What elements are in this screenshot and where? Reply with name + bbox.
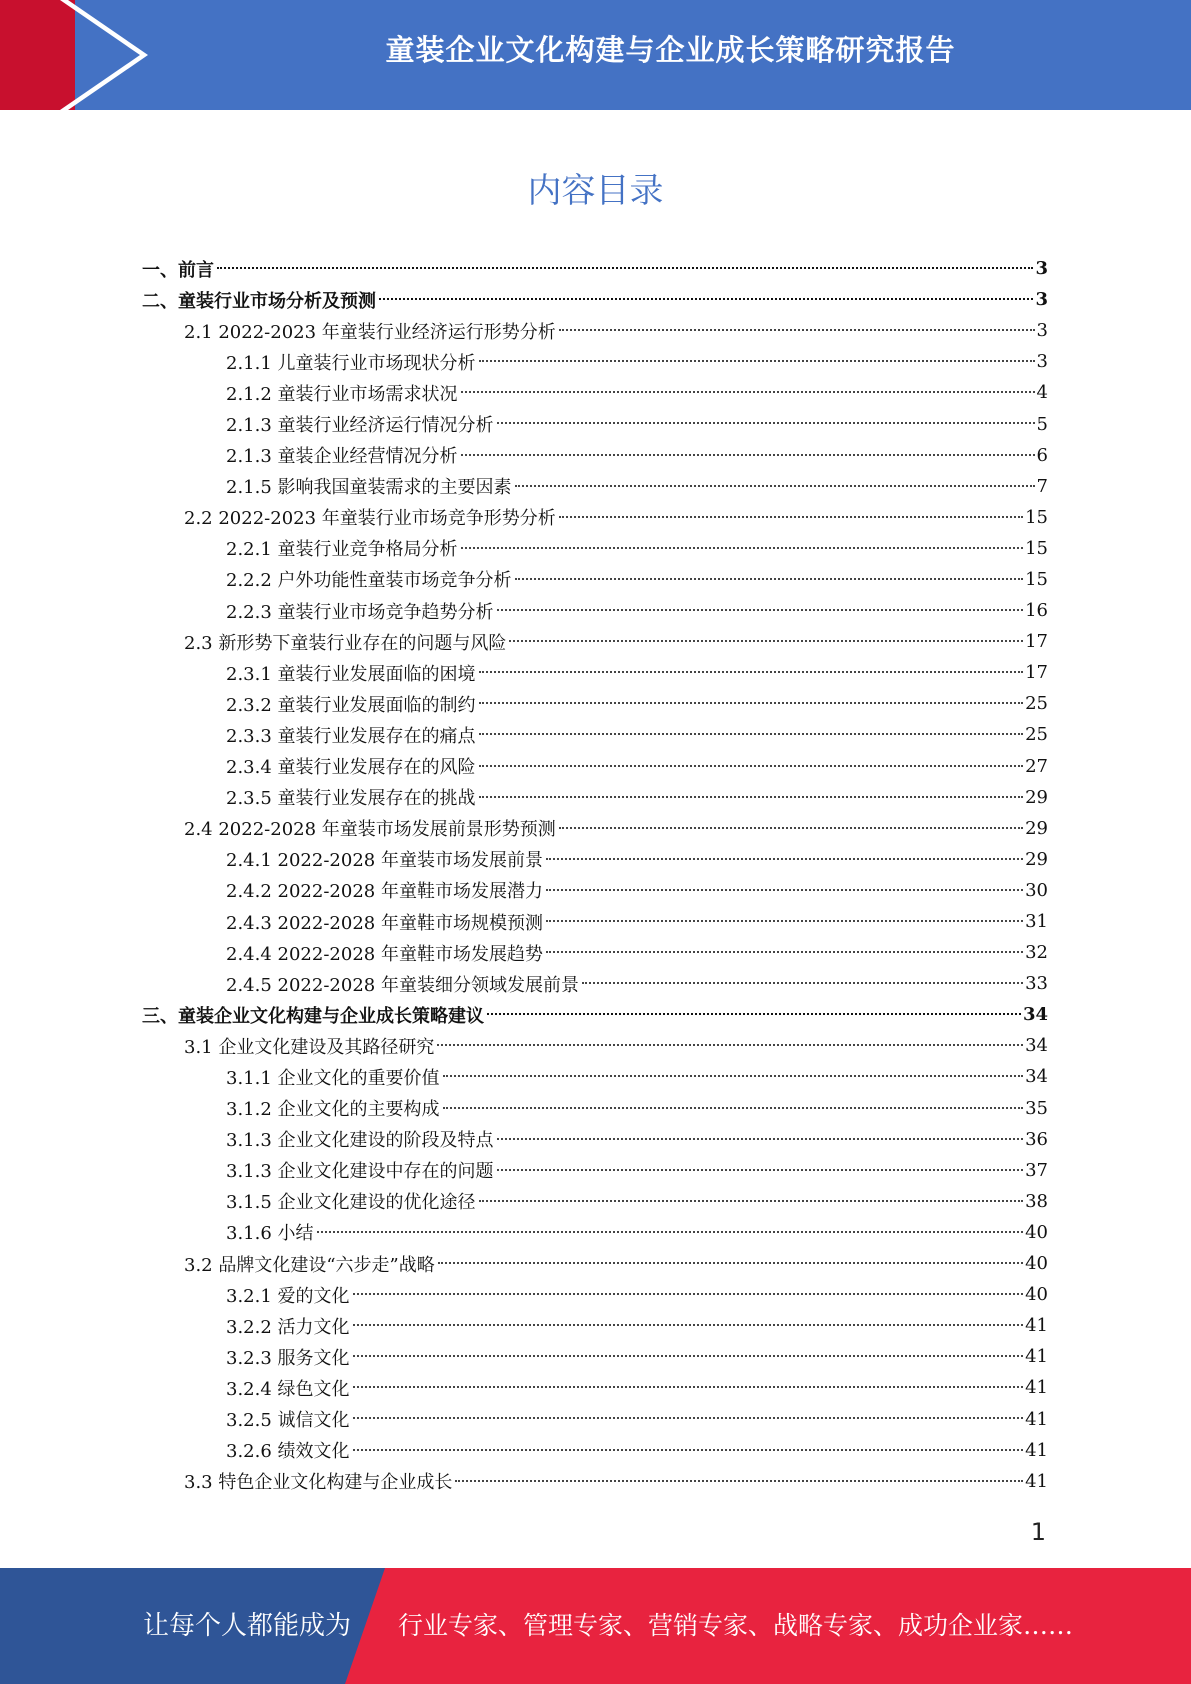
toc-dot-leader <box>497 408 1035 424</box>
page-header <box>0 0 1191 110</box>
toc-dot-leader <box>546 937 1023 953</box>
toc-entry[interactable] <box>142 1341 1048 1372</box>
toc-entry-label: 3.1.6 小结 <box>226 1219 316 1245</box>
toc-entry[interactable] <box>142 284 1048 315</box>
table-of-contents <box>142 253 1048 1497</box>
toc-entry-label: 2.1.2 童装行业市场需求状况 <box>226 380 460 406</box>
toc-entry[interactable] <box>142 377 1048 408</box>
toc-entry-label: 3.2.3 服务文化 <box>226 1344 352 1370</box>
toc-dot-leader <box>479 346 1035 362</box>
page-number: 1 <box>1030 1518 1046 1546</box>
header-red-arrow <box>0 0 75 110</box>
page-footer <box>0 1568 1191 1684</box>
toc-entry[interactable] <box>142 719 1048 750</box>
toc-entry[interactable] <box>142 1030 1048 1061</box>
toc-entry[interactable] <box>142 1279 1048 1310</box>
toc-entry-label: 3.2.6 绩效文化 <box>226 1437 352 1463</box>
toc-entry-page: 34 <box>1025 1066 1048 1088</box>
toc-dot-leader <box>353 1341 1024 1357</box>
toc-heading: 内容目录 <box>527 171 664 211</box>
toc-entry-page: 17 <box>1025 631 1048 653</box>
toc-entry[interactable] <box>142 408 1048 439</box>
toc-entry-label: 2.2.1 童装行业竞争格局分析 <box>226 535 460 561</box>
toc-dot-leader <box>438 1248 1023 1264</box>
toc-entry-label: 3.3 特色企业文化构建与企业成长 <box>184 1468 454 1494</box>
toc-entry-page: 17 <box>1025 662 1048 684</box>
toc-dot-leader <box>479 782 1024 798</box>
toc-entry-page: 27 <box>1025 755 1048 777</box>
toc-entry-label: 3.2.1 爱的文化 <box>226 1282 352 1308</box>
toc-dot-leader <box>559 502 1023 518</box>
toc-entry-label: 2.1 2022-2023 年童装行业经济运行形势分析 <box>184 318 558 344</box>
toc-entry-page: 40 <box>1025 1284 1048 1306</box>
toc-entry-page: 3 <box>1036 351 1048 373</box>
toc-entry[interactable] <box>142 533 1048 564</box>
toc-entry-label: 3.2 品牌文化建设“六步走”战略 <box>184 1251 437 1277</box>
toc-entry[interactable] <box>142 999 1048 1030</box>
toc-entry-page: 16 <box>1025 600 1048 622</box>
toc-dot-leader <box>497 1124 1024 1140</box>
toc-entry-page: 41 <box>1025 1408 1048 1430</box>
toc-dot-leader <box>487 999 1021 1015</box>
toc-entry-label: 2.1.3 童装行业经济运行情况分析 <box>226 411 496 437</box>
toc-entry-label: 2.4.3 2022-2028 年童鞋市场规模预测 <box>226 909 545 935</box>
toc-entry-page: 34 <box>1022 1004 1048 1026</box>
toc-dot-leader <box>461 533 1024 549</box>
toc-entry-label: 2.2 2022-2023 年童装行业市场竞争形势分析 <box>184 504 558 530</box>
toc-entry[interactable] <box>142 937 1048 968</box>
toc-dot-leader <box>455 1466 1023 1482</box>
toc-entry-page: 36 <box>1025 1128 1048 1150</box>
toc-entry-page: 41 <box>1025 1439 1048 1461</box>
toc-dot-leader <box>443 1093 1024 1109</box>
toc-entry-label: 2.3.1 童装行业发展面临的困境 <box>226 660 478 686</box>
toc-entry[interactable] <box>142 1124 1048 1155</box>
toc-entry-page: 30 <box>1025 879 1048 901</box>
toc-entry[interactable] <box>142 1217 1048 1248</box>
toc-dot-leader <box>479 719 1024 735</box>
toc-entry-label: 3.2.4 绿色文化 <box>226 1375 352 1401</box>
toc-dot-leader <box>479 751 1024 767</box>
toc-entry-label: 二、童装行业市场分析及预测 <box>142 287 378 313</box>
toc-entry[interactable] <box>142 1155 1048 1186</box>
toc-entry[interactable] <box>142 1466 1048 1497</box>
toc-entry-page: 15 <box>1025 506 1048 528</box>
toc-dot-leader <box>559 813 1023 829</box>
toc-entry-label: 3.1.2 企业文化的主要构成 <box>226 1095 442 1121</box>
footer-slogan-left: 让每个人都能成为 <box>143 1611 352 1641</box>
toc-entry-page: 34 <box>1025 1035 1048 1057</box>
toc-dot-leader <box>317 1217 1024 1233</box>
toc-dot-leader <box>443 1061 1024 1077</box>
toc-dot-leader <box>353 1435 1024 1451</box>
toc-entry-page: 35 <box>1025 1097 1048 1119</box>
toc-entry[interactable] <box>142 657 1048 688</box>
toc-dot-leader <box>479 1186 1024 1202</box>
toc-entry-page: 25 <box>1025 724 1048 746</box>
toc-entry-page: 25 <box>1025 693 1048 715</box>
toc-dot-leader <box>353 1310 1024 1326</box>
toc-dot-leader <box>379 284 1033 300</box>
toc-dot-leader <box>353 1372 1024 1388</box>
toc-entry-label: 2.3.3 童装行业发展存在的痛点 <box>226 722 478 748</box>
toc-entry-label: 3.2.2 活力文化 <box>226 1313 352 1339</box>
toc-dot-leader <box>509 626 1023 642</box>
toc-entry[interactable] <box>142 471 1048 502</box>
toc-entry[interactable] <box>142 782 1048 813</box>
toc-entry-label: 2.3.2 童装行业发展面临的制约 <box>226 691 478 717</box>
toc-entry-page: 32 <box>1025 942 1048 964</box>
toc-entry[interactable] <box>142 1435 1048 1466</box>
toc-entry[interactable] <box>142 844 1048 875</box>
toc-dot-leader <box>582 968 1023 984</box>
toc-dot-leader <box>546 875 1023 891</box>
toc-entry-label: 2.4.5 2022-2028 年童装细分领域发展前景 <box>226 971 581 997</box>
toc-dot-leader <box>461 440 1035 456</box>
toc-dot-leader <box>515 471 1035 487</box>
toc-entry[interactable] <box>142 440 1048 471</box>
toc-entry-page: 7 <box>1036 475 1048 497</box>
toc-dot-leader <box>461 377 1035 393</box>
toc-entry-page: 38 <box>1025 1190 1048 1212</box>
toc-entry[interactable] <box>142 502 1048 533</box>
toc-entry[interactable] <box>142 751 1048 782</box>
toc-entry-label: 3.1.1 企业文化的重要价值 <box>226 1064 442 1090</box>
toc-dot-leader <box>559 315 1035 331</box>
report-title: 童装企业文化构建与企业成长策略研究报告 <box>385 33 956 67</box>
toc-entry-label: 3.1.3 企业文化建设的阶段及特点 <box>226 1126 496 1152</box>
toc-entry-page: 3 <box>1035 258 1048 280</box>
toc-entry[interactable] <box>142 1403 1048 1434</box>
toc-entry[interactable] <box>142 1061 1048 1092</box>
toc-entry-page: 4 <box>1036 382 1048 404</box>
toc-entry-label: 2.1.5 影响我国童装需求的主要因素 <box>226 473 514 499</box>
toc-dot-leader <box>497 595 1024 611</box>
toc-dot-leader <box>353 1279 1024 1295</box>
toc-dot-leader <box>546 844 1023 860</box>
toc-entry-label: 2.3 新形势下童装行业存在的问题与风险 <box>184 629 508 655</box>
toc-entry-label: 2.3.4 童装行业发展存在的风险 <box>226 753 478 779</box>
toc-entry[interactable] <box>142 1093 1048 1124</box>
toc-entry-page: 41 <box>1025 1315 1048 1337</box>
toc-entry[interactable] <box>142 688 1048 719</box>
toc-entry-label: 2.2.3 童装行业市场竞争趋势分析 <box>226 598 496 624</box>
toc-entry[interactable] <box>142 315 1048 346</box>
toc-dot-leader <box>497 1155 1024 1171</box>
toc-entry[interactable] <box>142 1186 1048 1217</box>
toc-entry[interactable] <box>142 1310 1048 1341</box>
toc-entry-page: 3 <box>1035 289 1048 311</box>
toc-entry-label: 3.2.5 诚信文化 <box>226 1406 352 1432</box>
toc-entry[interactable] <box>142 564 1048 595</box>
toc-entry-page: 41 <box>1025 1346 1048 1368</box>
toc-entry-page: 31 <box>1025 911 1048 933</box>
toc-entry-page: 15 <box>1025 537 1048 559</box>
toc-entry-page: 41 <box>1025 1377 1048 1399</box>
toc-dot-leader <box>353 1403 1024 1419</box>
toc-entry-label: 3.1 企业文化建设及其路径研究 <box>184 1033 436 1059</box>
toc-entry[interactable] <box>142 595 1048 626</box>
toc-dot-leader <box>437 1030 1023 1046</box>
toc-dot-leader <box>217 253 1033 269</box>
toc-dot-leader <box>546 906 1023 922</box>
toc-entry-label: 2.4.1 2022-2028 年童装市场发展前景 <box>226 846 545 872</box>
toc-entry[interactable] <box>142 1248 1048 1279</box>
toc-entry-page: 40 <box>1025 1221 1048 1243</box>
toc-entry[interactable] <box>142 968 1048 999</box>
toc-dot-leader <box>479 657 1024 673</box>
toc-entry-page: 29 <box>1025 848 1048 870</box>
footer-slogan-right: 行业专家、管理专家、营销专家、战略专家、成功企业家…… <box>398 1611 1074 1640</box>
toc-entry-label: 3.1.3 企业文化建设中存在的问题 <box>226 1157 496 1183</box>
toc-entry[interactable] <box>142 1372 1048 1403</box>
toc-entry-page: 29 <box>1025 786 1048 808</box>
toc-entry-label: 3.1.5 企业文化建设的优化途径 <box>226 1188 478 1214</box>
toc-entry-page: 41 <box>1025 1470 1048 1492</box>
toc-entry-page: 33 <box>1025 973 1048 995</box>
toc-entry-label: 2.4.2 2022-2028 年童鞋市场发展潜力 <box>226 877 545 903</box>
toc-entry[interactable] <box>142 626 1048 657</box>
toc-entry[interactable] <box>142 253 1048 284</box>
toc-entry-page: 15 <box>1025 568 1048 590</box>
toc-entry-label: 2.3.5 童装行业发展存在的挑战 <box>226 784 478 810</box>
toc-entry-page: 3 <box>1036 320 1048 342</box>
toc-entry-label: 2.4.4 2022-2028 年童鞋市场发展趋势 <box>226 940 545 966</box>
toc-entry-label: 2.1.3 童装企业经营情况分析 <box>226 442 460 468</box>
toc-entry-label: 一、前言 <box>142 256 216 282</box>
toc-entry-page: 40 <box>1025 1253 1048 1275</box>
toc-entry-page: 29 <box>1025 817 1048 839</box>
toc-entry-page: 6 <box>1036 444 1048 466</box>
toc-entry[interactable] <box>142 346 1048 377</box>
toc-entry-label: 2.1.1 儿童装行业市场现状分析 <box>226 349 478 375</box>
toc-dot-leader <box>515 564 1024 580</box>
toc-dot-leader <box>479 688 1024 704</box>
toc-entry-label: 2.4 2022-2028 年童装市场发展前景形势预测 <box>184 815 558 841</box>
toc-entry[interactable] <box>142 906 1048 937</box>
toc-entry-page: 5 <box>1036 413 1048 435</box>
toc-entry-label: 三、童装企业文化构建与企业成长策略建议 <box>142 1002 486 1028</box>
toc-entry-page: 37 <box>1025 1159 1048 1181</box>
toc-entry-label: 2.2.2 户外功能性童装市场竞争分析 <box>226 566 514 592</box>
toc-entry[interactable] <box>142 813 1048 844</box>
toc-entry[interactable] <box>142 875 1048 906</box>
